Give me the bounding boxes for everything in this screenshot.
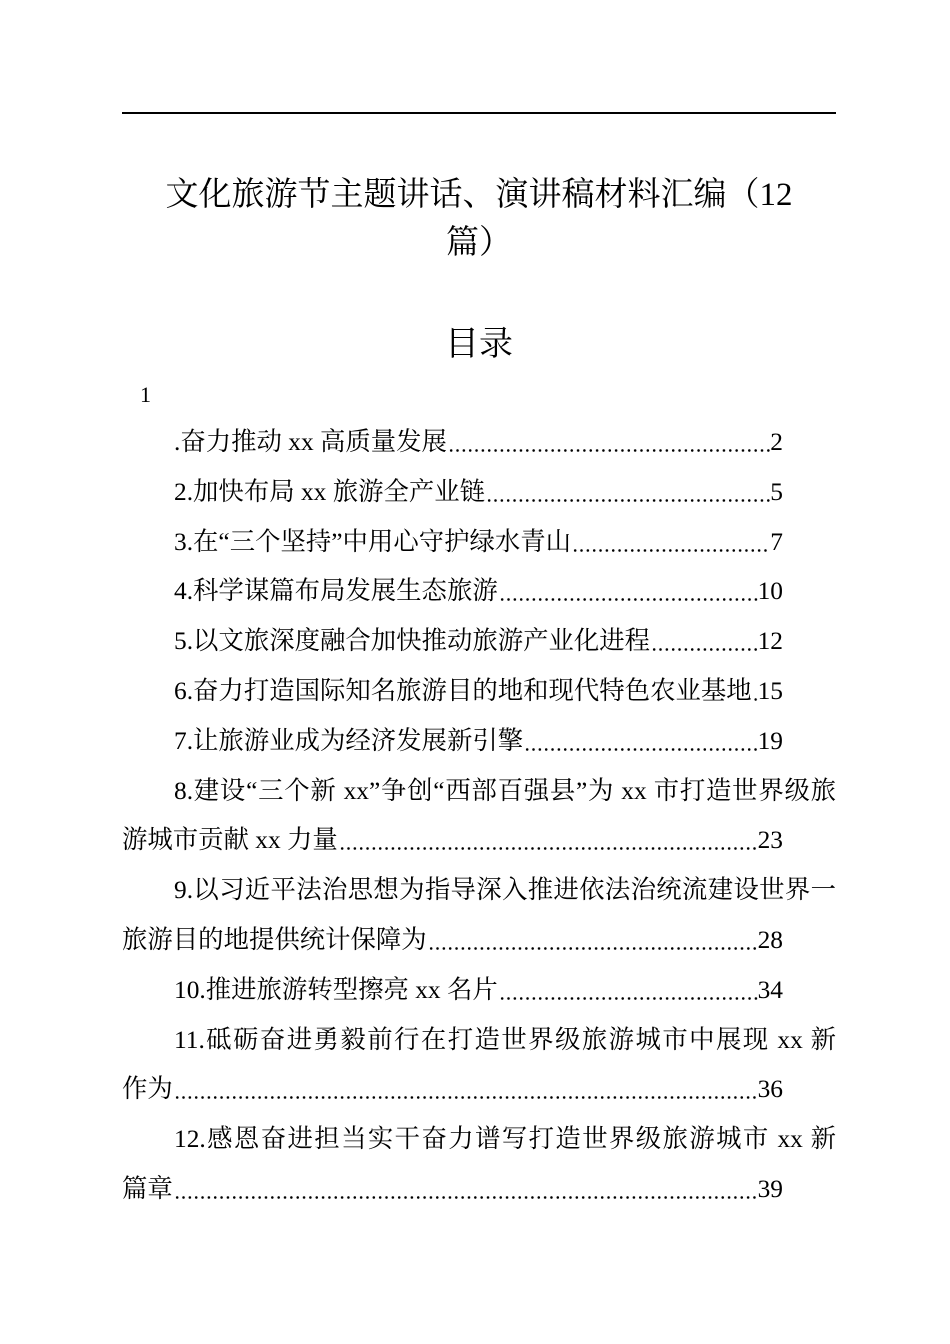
- toc-entry-title-line: 8.建设“三个新 xx”争创“西部百强县”为 xx 市打造世界级旅: [174, 776, 836, 805]
- toc-entry: [122, 418, 836, 468]
- toc-entry-title: 作为: [122, 1075, 173, 1104]
- toc-entry: [122, 567, 836, 617]
- toc-page-number: 39: [757, 1174, 783, 1203]
- toc-entry-title: 6.奋力打造国际知名旅游目的地和现代特色农业基地: [174, 676, 752, 705]
- toc-entry: [122, 468, 836, 518]
- toc-page-number: 28: [757, 925, 783, 954]
- toc-entry-title: 7.让旅游业成为经济发展新引擎: [174, 726, 524, 755]
- toc-entry-title: 5.以文旅深度融合加快推动旅游产业化进程: [174, 627, 651, 656]
- toc-page-number: 12: [757, 627, 783, 656]
- dot-leader: [173, 1065, 758, 1115]
- toc-entry-line: [122, 916, 783, 966]
- toc-entry: [122, 966, 836, 1016]
- dot-leader: [427, 916, 758, 966]
- toc-entry-title: 2.加快布局 xx 旅游全产业链: [174, 477, 486, 506]
- document-title: [122, 171, 836, 267]
- dot-leader: [447, 418, 770, 468]
- toc-entry-line: [122, 816, 783, 866]
- toc-entry-line: [122, 567, 783, 617]
- toc-page-number: 2: [770, 428, 783, 456]
- toc-first-number: 1: [140, 382, 151, 407]
- toc-entry-line: [122, 468, 783, 518]
- toc-entry: [122, 767, 836, 867]
- toc-entry-line: [122, 667, 783, 717]
- toc-entry-title: 3.在“三个坚持”中用心守护绿水青山: [174, 527, 572, 556]
- toc-entry-title: 10.推进旅游转型擦亮 xx 名片: [174, 975, 498, 1004]
- toc-entry: [122, 1016, 836, 1116]
- toc-page-number: 36: [757, 1075, 783, 1104]
- dot-leader: [571, 518, 770, 568]
- toc-entry-title: 篇章: [122, 1174, 173, 1203]
- toc-entry-line: [122, 1165, 783, 1215]
- toc-entry-line: [122, 617, 783, 667]
- toc-page-number: 10: [757, 577, 783, 606]
- toc-entry-title: .奋力推动 xx 高质量发展: [174, 428, 447, 456]
- toc-page-number: 5: [770, 477, 783, 506]
- toc-entry: [122, 667, 836, 717]
- table-of-contents: [122, 418, 836, 1215]
- document-title-line: 文化旅游节主题讲话、演讲稿材料汇编（12: [165, 177, 793, 213]
- document-title-line: 篇）: [446, 225, 512, 261]
- toc-entry-title-line: 11.砥砺奋进勇毅前行在打造世界级旅游城市中展现 xx 新: [174, 1025, 836, 1054]
- dot-leader: [485, 468, 770, 518]
- toc-page-number: 23: [757, 826, 783, 855]
- toc-entry-line: [122, 518, 783, 568]
- header-rule: [122, 112, 836, 114]
- dot-leader: [650, 617, 758, 667]
- toc-heading: 目录: [445, 326, 513, 363]
- toc-entry: [122, 518, 836, 568]
- toc-entry-title: 旅游目的地提供统计保障为: [122, 925, 427, 954]
- dot-leader: [498, 966, 758, 1016]
- toc-entry-title-line: 12.感恩奋进担当实干奋力谱写打造世界级旅游城市 xx 新: [174, 1125, 836, 1154]
- dot-leader: [498, 567, 758, 617]
- dot-leader: [338, 816, 758, 866]
- toc-entry-line: [122, 418, 783, 468]
- toc-entry-line: [122, 717, 783, 767]
- toc-entry-title-line: 9.以习近平法治思想为指导深入推进依法治统流建设世界一: [174, 876, 836, 905]
- toc-entry-line: [122, 1065, 783, 1115]
- toc-entry: [122, 1115, 836, 1215]
- toc-entry: [122, 866, 836, 966]
- toc-page-number: 7: [770, 527, 783, 556]
- toc-page-number: 19: [757, 726, 783, 755]
- toc-entry-title: 4.科学谋篇布局发展生态旅游: [174, 577, 498, 606]
- toc-page-number: 34: [757, 975, 783, 1004]
- dot-leader: [523, 717, 757, 767]
- toc-entry-line: [122, 966, 783, 1016]
- toc-page-number: 15: [757, 676, 783, 705]
- toc-entry: [122, 617, 836, 667]
- toc-entry-title: 游城市贡献 xx 力量: [122, 826, 338, 855]
- dot-leader: [173, 1165, 758, 1215]
- toc-entry: [122, 717, 836, 767]
